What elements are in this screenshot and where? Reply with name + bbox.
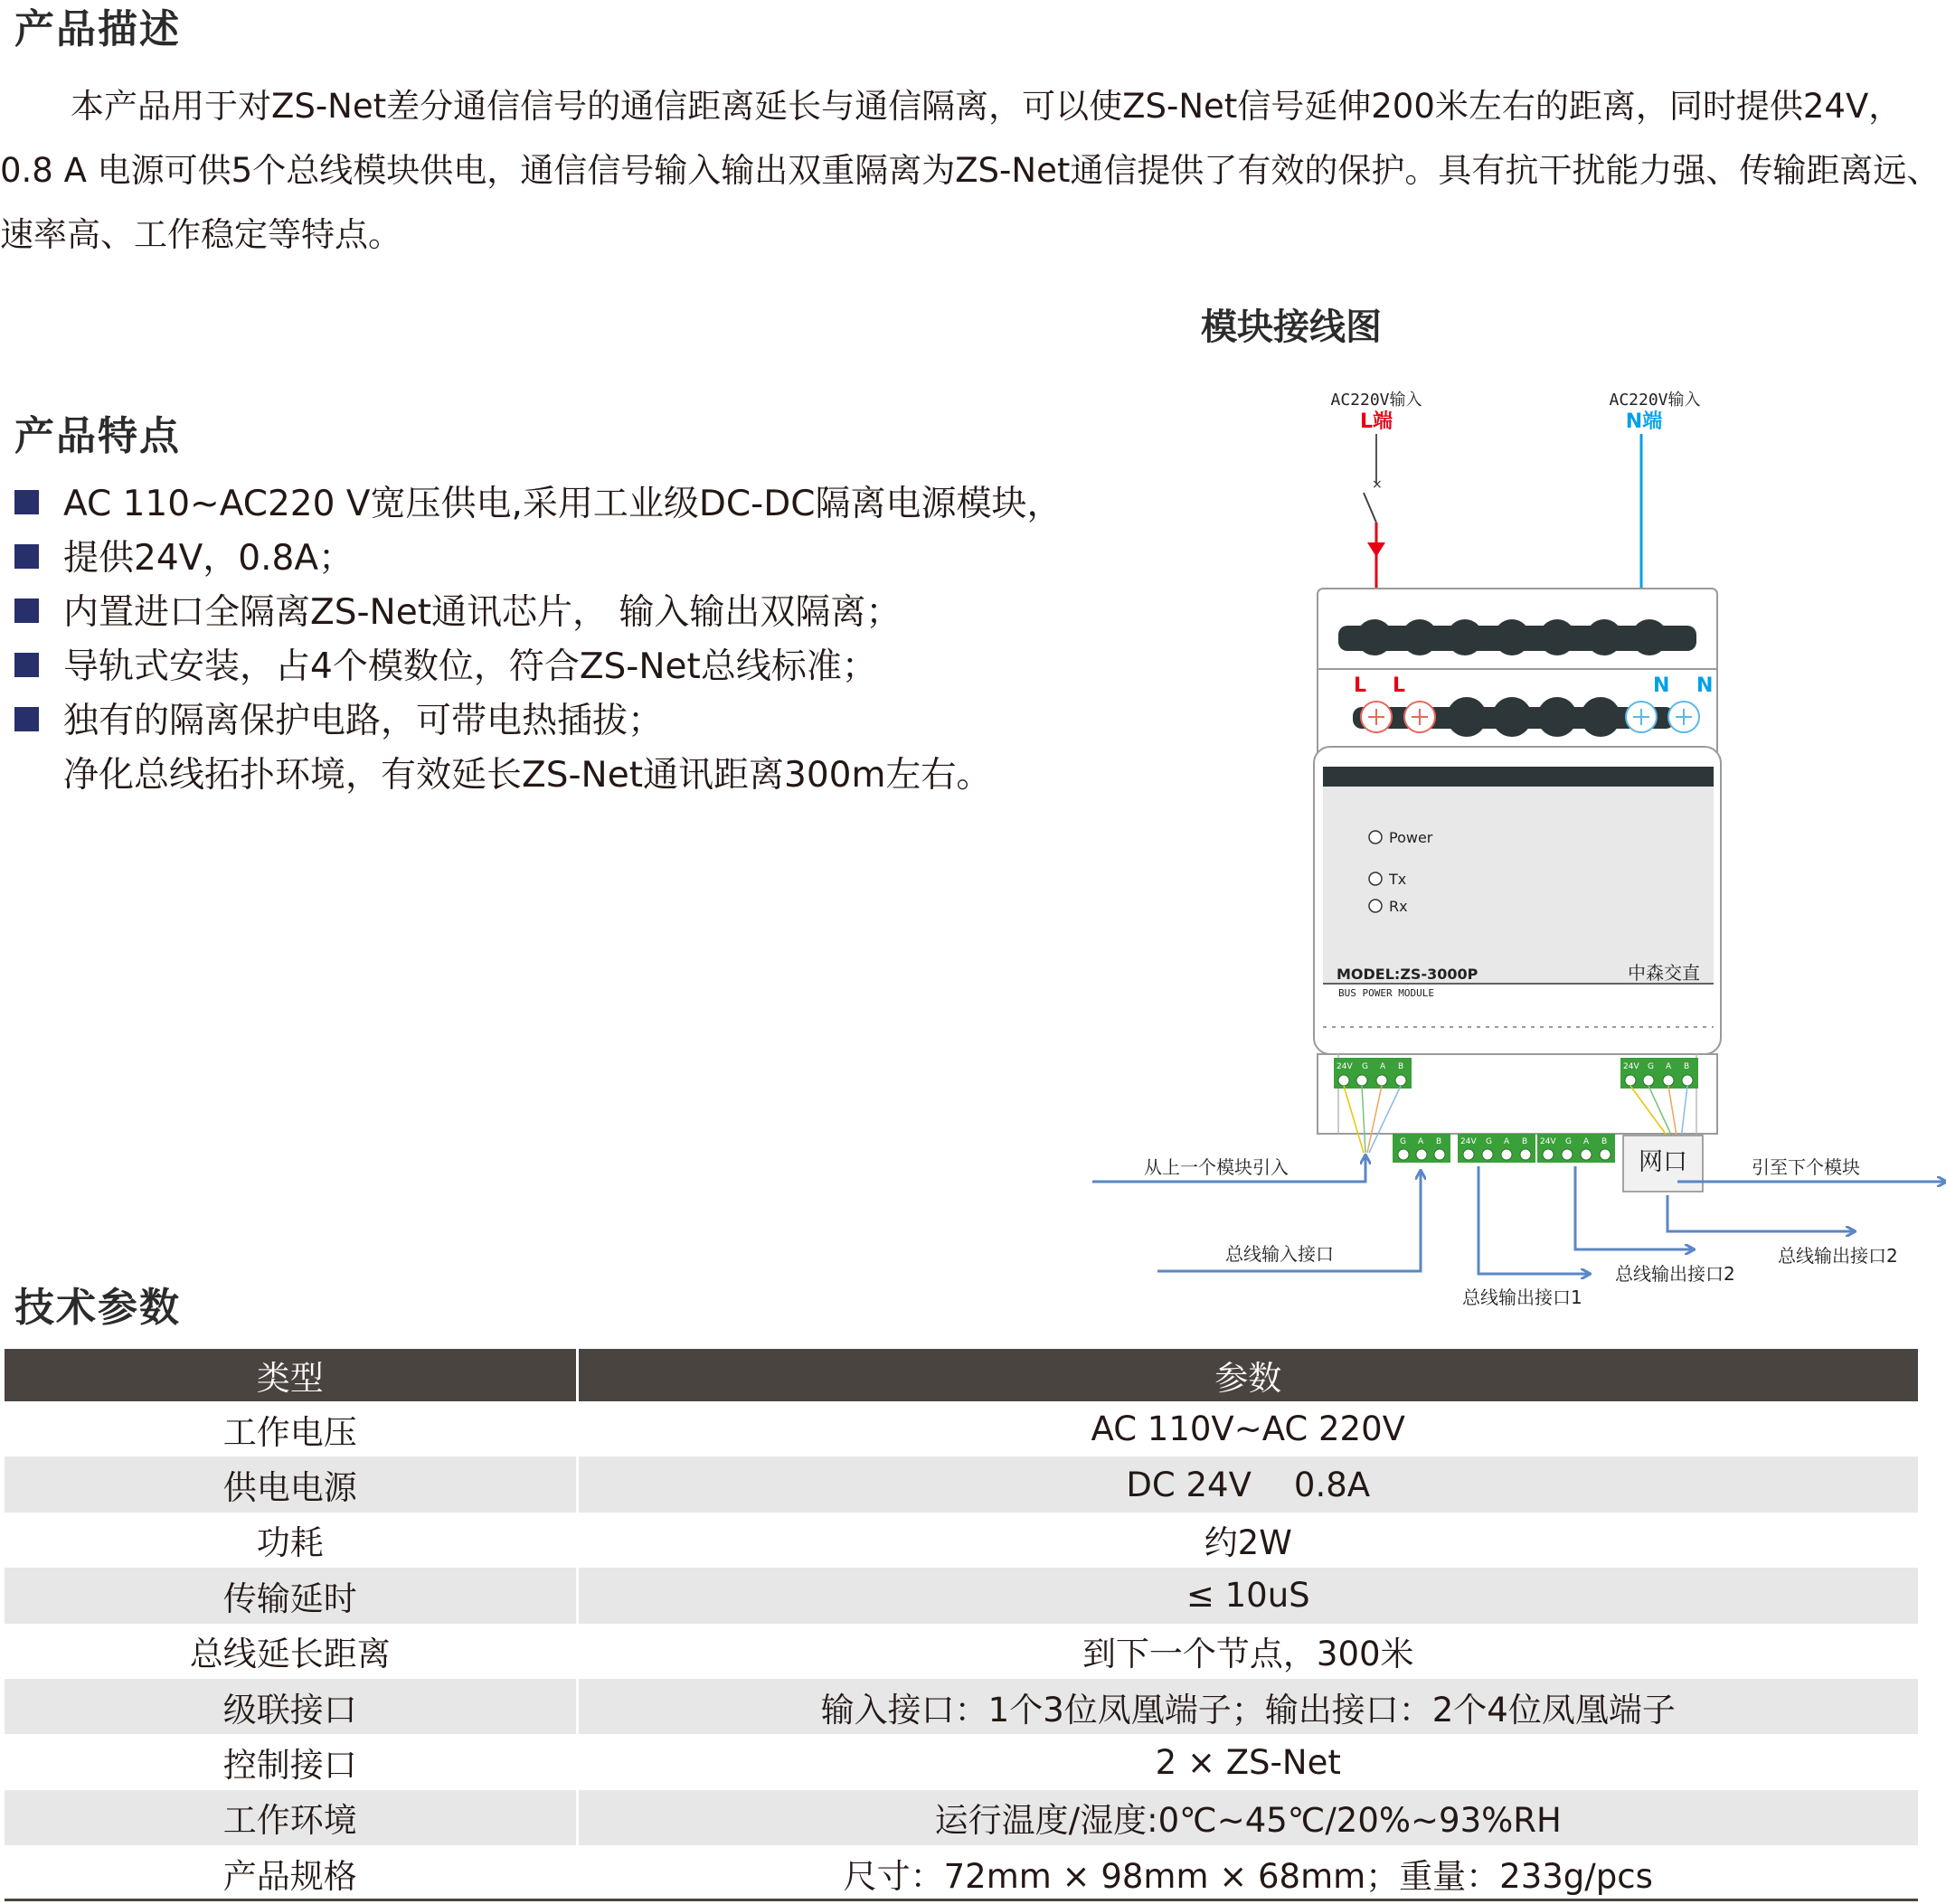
device-front-panel bbox=[1323, 767, 1714, 984]
product-description bbox=[0, 74, 1941, 267]
features-list bbox=[14, 477, 1062, 803]
table-row: 传输延时 ≤ 10uS bbox=[5, 1568, 1918, 1623]
table-row: 工作环境 运行温度/湿度:0℃~45℃/20%~93%RH bbox=[5, 1790, 1918, 1845]
bus-output-terminal-1 bbox=[1458, 1134, 1535, 1163]
l-mark-1: L bbox=[1354, 674, 1367, 697]
model-label: MODEL:ZS-3000P bbox=[1337, 966, 1478, 983]
svg-text:24V: 24V bbox=[1337, 1062, 1353, 1071]
svg-text:A: A bbox=[1583, 1137, 1590, 1146]
power-led-icon bbox=[1369, 831, 1382, 844]
svg-text:G: G bbox=[1362, 1062, 1368, 1071]
square-bullet-icon bbox=[14, 490, 39, 514]
module-subtitle: BUS POWER MODULE bbox=[1338, 987, 1434, 999]
led-power-label: Power bbox=[1389, 829, 1433, 846]
n-input-label: AC220V输入 bbox=[1609, 391, 1701, 410]
svg-text:24V: 24V bbox=[1540, 1137, 1556, 1146]
bus-input-terminal bbox=[1393, 1134, 1450, 1163]
description-heading: 产品描述 bbox=[14, 6, 181, 52]
table-row: 供电电源 DC 24V 0.8A bbox=[5, 1456, 1918, 1512]
rx-led-icon bbox=[1369, 900, 1382, 912]
square-bullet-icon bbox=[14, 707, 39, 731]
svg-text:24V: 24V bbox=[1460, 1137, 1477, 1146]
led-rx-label: Rx bbox=[1389, 898, 1408, 915]
specs-heading: 技术参数 bbox=[14, 1285, 181, 1331]
spec-table bbox=[5, 1349, 1918, 1901]
switch-blade bbox=[1364, 493, 1376, 523]
upper-terminal-left bbox=[1334, 1058, 1412, 1089]
bus-in-label: 总线输入接口 bbox=[1225, 1243, 1334, 1265]
tx-led-icon bbox=[1369, 872, 1382, 885]
description-text: 本产品用于对ZS-Net差分通信信号的通信距离延长与通信隔离，可以使ZS-Net信号延伸200米左右的距离，同时提供24V，0.8 A 电源可供5个总线模块供电，通信信号输入输出双重隔离为ZS-Net通信提供了有效的保护。具有抗干扰能力强、传输距离远、速率高、工作稳定等特点。 bbox=[0, 87, 1941, 254]
svg-text:A: A bbox=[1380, 1062, 1386, 1071]
feature-item: 净化总线拓扑环境，有效延长ZS-Net通讯距离300m左右。 bbox=[63, 755, 992, 796]
to-next-label: 引至下个模块 bbox=[1752, 1156, 1860, 1178]
l-mark-2: L bbox=[1393, 674, 1406, 697]
feature-item: AC 110~AC220 V宽压供电,采用工业级DC-DC隔离电源模块， bbox=[14, 477, 1062, 532]
column-header-param: 参数 bbox=[577, 1349, 1918, 1401]
l-input-label: AC220V输入 bbox=[1330, 391, 1422, 410]
column-header-type: 类型 bbox=[5, 1349, 577, 1401]
svg-text:B: B bbox=[1398, 1062, 1404, 1071]
svg-text:G: G bbox=[1486, 1137, 1492, 1146]
square-bullet-icon bbox=[14, 653, 39, 677]
svg-text:A: A bbox=[1504, 1137, 1510, 1146]
svg-text:A: A bbox=[1666, 1062, 1672, 1071]
n-terminal-label: N端 bbox=[1625, 410, 1663, 433]
table-row: 产品规格 尺寸：72mm × 98mm × 68mm；重量：233g/pcs bbox=[5, 1845, 1918, 1900]
live-arrow-icon bbox=[1367, 542, 1385, 557]
bus-out2a-label: 总线输出接口2 bbox=[1615, 1263, 1735, 1285]
panel-top-strip bbox=[1323, 767, 1714, 787]
n-mark-2: N bbox=[1696, 674, 1714, 697]
table-bottom-border bbox=[5, 1899, 1918, 1901]
bus-output-terminal-2 bbox=[1537, 1134, 1615, 1163]
l-terminal-label: L端 bbox=[1359, 410, 1393, 433]
svg-text:B: B bbox=[1522, 1137, 1528, 1146]
feature-item: 内置进口全隔离ZS-Net通讯芯片， 输入输出双隔离； bbox=[14, 586, 1062, 640]
from-prev-label: 从上一个模块引入 bbox=[1144, 1156, 1289, 1178]
square-bullet-icon bbox=[14, 599, 39, 623]
feature-item: 导轨式安装，占4个模数位，符合ZS-Net总线标准； bbox=[14, 640, 1062, 694]
wiring-diagram bbox=[1085, 306, 1946, 1320]
switch-pivot-icon: × bbox=[1372, 477, 1383, 492]
table-row: 功耗 约2W bbox=[5, 1513, 1918, 1568]
svg-text:B: B bbox=[1684, 1062, 1690, 1071]
feature-item: 独有的隔离保护电路，可带电热插拔； bbox=[14, 694, 1062, 749]
net-port-label: 网口 bbox=[1639, 1148, 1687, 1176]
brand-label: 中森交直 bbox=[1628, 962, 1700, 984]
bus-out1-label: 总线输出接口1 bbox=[1462, 1287, 1582, 1308]
table-row: 控制接口 2 × ZS-Net bbox=[5, 1734, 1918, 1789]
table-row: 级联接口 输入接口：1个3位凤凰端子；输出接口：2个4位凤凰端子 bbox=[5, 1679, 1918, 1734]
svg-text:G: G bbox=[1648, 1062, 1654, 1071]
table-row: 总线延长距离 到下一个节点，300米 bbox=[5, 1624, 1918, 1679]
led-tx-label: Tx bbox=[1389, 871, 1407, 888]
svg-text:24V: 24V bbox=[1623, 1062, 1639, 1071]
table-row: 工作电压 AC 110V~AC 220V bbox=[5, 1401, 1918, 1456]
wiring-title: 模块接线图 bbox=[1201, 306, 1382, 348]
bus-out2b-label: 总线输出接口2 bbox=[1778, 1245, 1898, 1267]
feature-item: 提供24V，0.8A； bbox=[14, 532, 1062, 586]
square-bullet-icon bbox=[14, 544, 39, 569]
spec-header-row bbox=[5, 1349, 1918, 1401]
svg-text:B: B bbox=[1601, 1137, 1608, 1146]
n-mark-1: N bbox=[1653, 674, 1670, 697]
svg-text:G: G bbox=[1400, 1137, 1406, 1146]
svg-text:A: A bbox=[1418, 1137, 1424, 1146]
svg-text:G: G bbox=[1565, 1137, 1572, 1146]
features-heading: 产品特点 bbox=[14, 413, 181, 459]
upper-terminal-right bbox=[1620, 1058, 1698, 1089]
svg-text:B: B bbox=[1436, 1137, 1442, 1146]
